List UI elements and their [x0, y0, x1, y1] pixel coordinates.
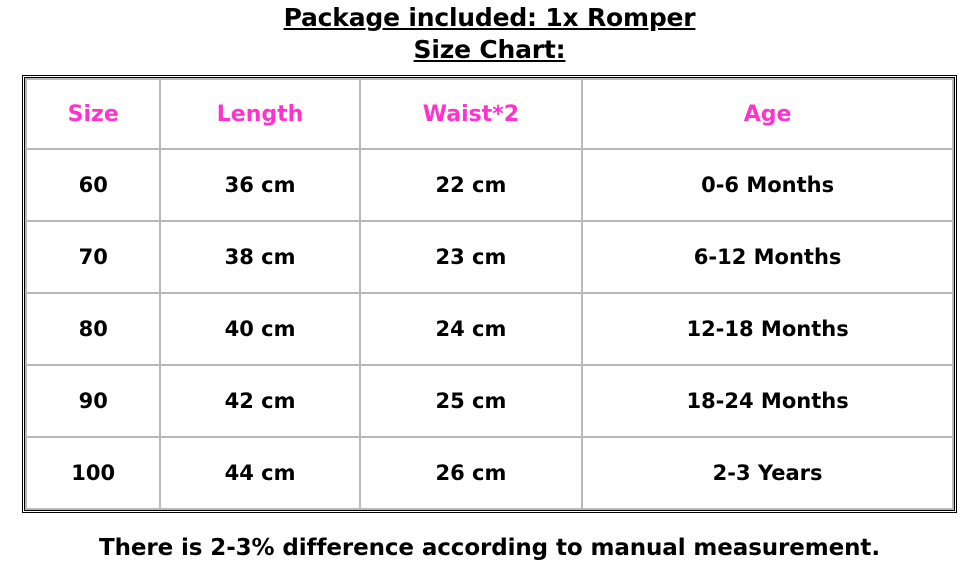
table-row [26, 437, 953, 509]
column-header-length: Length [160, 79, 359, 149]
package-included-heading: Package included: 1x Romper [283, 3, 696, 32]
column-header-waist: Waist*2 [360, 79, 582, 149]
cell-age: 12-18 Months [582, 293, 953, 365]
size-chart-heading: Size Chart: [413, 35, 566, 64]
cell-waist: 26 cm [360, 437, 582, 509]
size-chart-table-frame [22, 75, 957, 513]
cell-waist: 22 cm [360, 149, 582, 221]
cell-length: 42 cm [160, 365, 359, 437]
cell-size: 80 [26, 293, 160, 365]
column-header-size: Size [26, 79, 160, 149]
cell-length: 36 cm [160, 149, 359, 221]
cell-age: 0-6 Months [582, 149, 953, 221]
cell-waist: 24 cm [360, 293, 582, 365]
table-row [26, 293, 953, 365]
cell-waist: 25 cm [360, 365, 582, 437]
cell-length: 44 cm [160, 437, 359, 509]
table-row [26, 221, 953, 293]
table-row [26, 365, 953, 437]
measurement-note: There is 2-3% difference according to manual measurement. [99, 535, 880, 561]
table-row [26, 149, 953, 221]
cell-size: 100 [26, 437, 160, 509]
column-header-age: Age [582, 79, 953, 149]
headings [0, 0, 979, 66]
cell-size: 90 [26, 365, 160, 437]
cell-size: 70 [26, 221, 160, 293]
cell-age: 6-12 Months [582, 221, 953, 293]
table-header-row [26, 79, 953, 149]
cell-length: 38 cm [160, 221, 359, 293]
size-chart-table [25, 78, 954, 510]
cell-waist: 23 cm [360, 221, 582, 293]
cell-age: 2-3 Years [582, 437, 953, 509]
cell-size: 60 [26, 149, 160, 221]
cell-length: 40 cm [160, 293, 359, 365]
cell-age: 18-24 Months [582, 365, 953, 437]
